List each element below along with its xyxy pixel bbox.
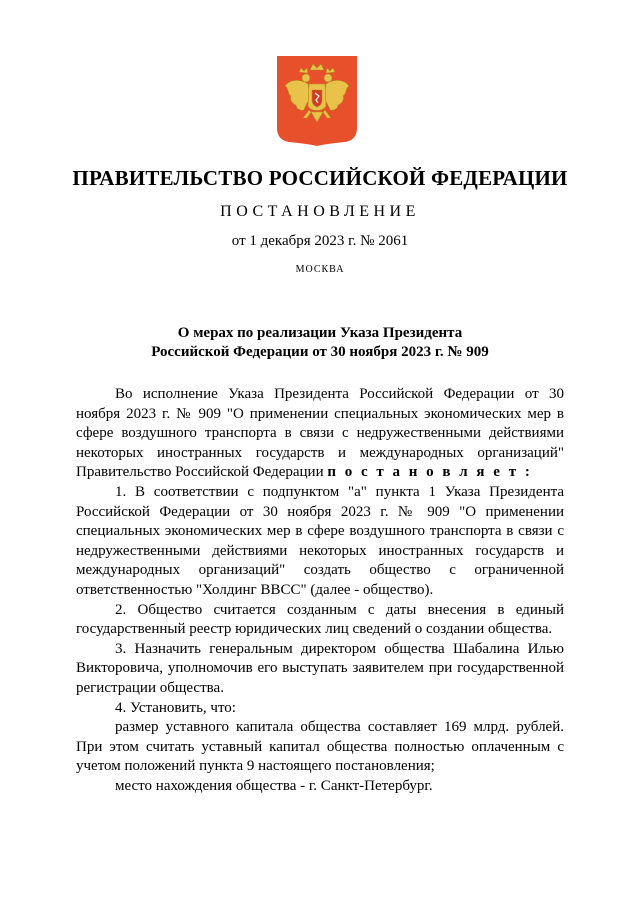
preamble-paragraph — [76, 385, 564, 483]
item-4-paragraph: 4. Установить, что: — [115, 699, 236, 716]
document-city: МОСКВА — [295, 264, 345, 275]
item-4-location-paragraph: место нахождения общества - г. Санкт-Петербург. — [115, 777, 433, 794]
item-2-paragraph: 2. Общество считается созданным с даты внесения в единый государственный реестр юридических лиц сведений о создании общества. — [76, 601, 564, 638]
coat-of-arms-icon — [277, 56, 357, 146]
decree-word: п о с т а н о в л я е т : — [327, 464, 533, 481]
subject-line-1: О мерах по реализации Указа Президента — [177, 325, 463, 341]
item-3-paragraph: 3. Назначить генеральным директором общества Шабалина Илью Викторовича, уполномочив его выступать заявителем при государственной регистрации общества. — [76, 640, 564, 696]
subject-line-2: Российской Федерации от 30 ноября 2023 г. № 909 — [151, 344, 489, 360]
preamble-text: Во исполнение Указа Президента Российской Федерации от 30 ноября 2023 г. № 909 "О применении специальных экономических мер в сфере воздушного транспорта в связи с недружественными действиями некоторых иностранных государств и международных организаций" Правительство Российской Федерации — [76, 386, 564, 481]
item-4-capital-paragraph: размер уставного капитала общества составляет 169 млрд. рублей. При этом считать уставный капитал общества полностью оплаченным с учетом положений пункта 9 настоящего постановления; — [76, 719, 564, 775]
item-1-paragraph: 1. В соответствии с подпунктом "а" пункта 1 Указа Президента Российской Федерации от 30 ноября 2023 г. № 909 "О применении специальных экономических мер в сфере воздушного транспорта в связи с недружественными действиями некоторых иностранных государств и международных организаций" создать общество с ограниченной ответственностью "Холдинг ВВСС" (далее - общество). — [76, 483, 564, 598]
document-subject — [0, 324, 640, 362]
document-type: ПОСТАНОВЛЕНИЕ — [220, 203, 420, 220]
document-body — [76, 385, 564, 796]
government-title: ПРАВИТЕЛЬСТВО РОССИЙСКОЙ ФЕДЕРАЦИИ — [72, 166, 568, 190]
document-date-number: от 1 декабря 2023 г. № 2061 — [231, 233, 409, 249]
